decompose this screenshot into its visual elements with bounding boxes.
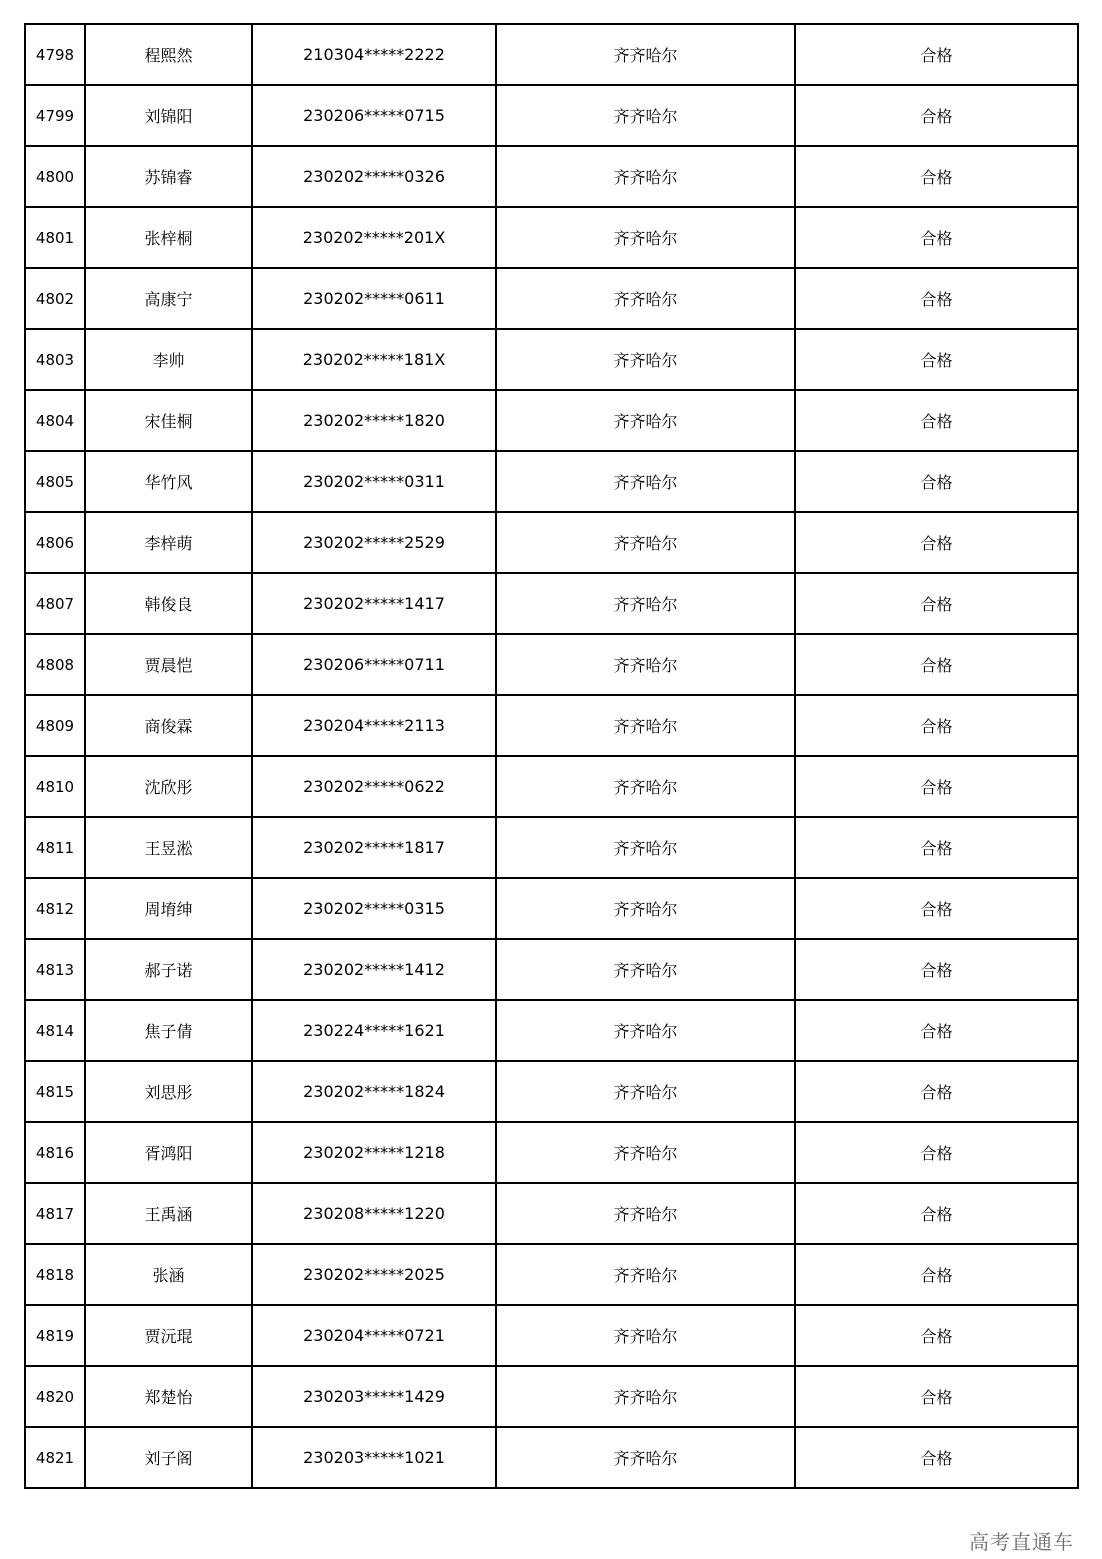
row-number-cell: 4821 xyxy=(25,1427,85,1488)
id-number-cell: 230208*****1220 xyxy=(252,1183,496,1244)
id-number-cell: 230202*****0326 xyxy=(252,146,496,207)
city-cell: 齐齐哈尔 xyxy=(496,878,795,939)
table-row xyxy=(25,817,1078,878)
candidate-name-cell: 商俊霖 xyxy=(85,695,252,756)
id-number-cell: 230202*****0622 xyxy=(252,756,496,817)
table-row xyxy=(25,24,1078,85)
table-row xyxy=(25,634,1078,695)
result-cell: 合格 xyxy=(795,1000,1078,1061)
candidate-name-cell: 胥鸿阳 xyxy=(85,1122,252,1183)
id-number-cell: 230202*****0311 xyxy=(252,451,496,512)
city-cell: 齐齐哈尔 xyxy=(496,634,795,695)
id-number-cell: 230202*****1417 xyxy=(252,573,496,634)
id-number-cell: 230202*****1412 xyxy=(252,939,496,1000)
result-cell: 合格 xyxy=(795,512,1078,573)
table-row xyxy=(25,268,1078,329)
result-cell: 合格 xyxy=(795,390,1078,451)
id-number-cell: 230202*****2025 xyxy=(252,1244,496,1305)
table-row xyxy=(25,207,1078,268)
watermark-text: 高考直通车 xyxy=(969,1530,1074,1554)
result-cell: 合格 xyxy=(795,146,1078,207)
candidate-name-cell: 高康宁 xyxy=(85,268,252,329)
table-row xyxy=(25,1122,1078,1183)
row-number-cell: 4811 xyxy=(25,817,85,878)
id-number-cell: 230202*****0315 xyxy=(252,878,496,939)
table-row xyxy=(25,85,1078,146)
id-number-cell: 210304*****2222 xyxy=(252,24,496,85)
row-number-cell: 4815 xyxy=(25,1061,85,1122)
city-cell: 齐齐哈尔 xyxy=(496,1183,795,1244)
candidate-name-cell: 宋佳桐 xyxy=(85,390,252,451)
id-number-cell: 230202*****2529 xyxy=(252,512,496,573)
id-number-cell: 230202*****181X xyxy=(252,329,496,390)
id-number-cell: 230202*****1817 xyxy=(252,817,496,878)
candidate-name-cell: 张涵 xyxy=(85,1244,252,1305)
table-row xyxy=(25,390,1078,451)
result-cell: 合格 xyxy=(795,878,1078,939)
id-number-cell: 230203*****1429 xyxy=(252,1366,496,1427)
city-cell: 齐齐哈尔 xyxy=(496,1000,795,1061)
row-number-cell: 4820 xyxy=(25,1366,85,1427)
id-number-cell: 230224*****1621 xyxy=(252,1000,496,1061)
candidate-name-cell: 周堉绅 xyxy=(85,878,252,939)
table-row xyxy=(25,1244,1078,1305)
result-cell: 合格 xyxy=(795,85,1078,146)
city-cell: 齐齐哈尔 xyxy=(496,268,795,329)
city-cell: 齐齐哈尔 xyxy=(496,756,795,817)
city-cell: 齐齐哈尔 xyxy=(496,573,795,634)
row-number-cell: 4799 xyxy=(25,85,85,146)
id-number-cell: 230206*****0711 xyxy=(252,634,496,695)
city-cell: 齐齐哈尔 xyxy=(496,146,795,207)
row-number-cell: 4804 xyxy=(25,390,85,451)
result-cell: 合格 xyxy=(795,756,1078,817)
id-number-cell: 230202*****1824 xyxy=(252,1061,496,1122)
candidate-name-cell: 刘思彤 xyxy=(85,1061,252,1122)
table-body xyxy=(25,24,1078,1488)
candidate-name-cell: 王昱淞 xyxy=(85,817,252,878)
result-cell: 合格 xyxy=(795,1366,1078,1427)
row-number-cell: 4803 xyxy=(25,329,85,390)
row-number-cell: 4813 xyxy=(25,939,85,1000)
result-cell: 合格 xyxy=(795,329,1078,390)
table-row xyxy=(25,1061,1078,1122)
result-cell: 合格 xyxy=(795,268,1078,329)
table-row xyxy=(25,451,1078,512)
result-cell: 合格 xyxy=(795,1427,1078,1488)
row-number-cell: 4806 xyxy=(25,512,85,573)
row-number-cell: 4800 xyxy=(25,146,85,207)
city-cell: 齐齐哈尔 xyxy=(496,451,795,512)
row-number-cell: 4810 xyxy=(25,756,85,817)
row-number-cell: 4816 xyxy=(25,1122,85,1183)
city-cell: 齐齐哈尔 xyxy=(496,817,795,878)
row-number-cell: 4814 xyxy=(25,1000,85,1061)
candidate-name-cell: 贾沅琨 xyxy=(85,1305,252,1366)
table-row xyxy=(25,1000,1078,1061)
id-number-cell: 230202*****0611 xyxy=(252,268,496,329)
result-cell: 合格 xyxy=(795,573,1078,634)
candidate-name-cell: 韩俊良 xyxy=(85,573,252,634)
result-cell: 合格 xyxy=(795,1244,1078,1305)
table-row xyxy=(25,695,1078,756)
city-cell: 齐齐哈尔 xyxy=(496,1305,795,1366)
city-cell: 齐齐哈尔 xyxy=(496,695,795,756)
city-cell: 齐齐哈尔 xyxy=(496,1427,795,1488)
candidate-name-cell: 张梓桐 xyxy=(85,207,252,268)
city-cell: 齐齐哈尔 xyxy=(496,207,795,268)
candidate-name-cell: 王禹涵 xyxy=(85,1183,252,1244)
row-number-cell: 4805 xyxy=(25,451,85,512)
candidate-name-cell: 苏锦睿 xyxy=(85,146,252,207)
city-cell: 齐齐哈尔 xyxy=(496,512,795,573)
city-cell: 齐齐哈尔 xyxy=(496,1122,795,1183)
id-number-cell: 230202*****1820 xyxy=(252,390,496,451)
table-row xyxy=(25,939,1078,1000)
candidate-name-cell: 沈欣彤 xyxy=(85,756,252,817)
result-cell: 合格 xyxy=(795,451,1078,512)
row-number-cell: 4819 xyxy=(25,1305,85,1366)
table-row xyxy=(25,1183,1078,1244)
table-row xyxy=(25,756,1078,817)
result-cell: 合格 xyxy=(795,634,1078,695)
candidate-name-cell: 郑楚怡 xyxy=(85,1366,252,1427)
row-number-cell: 4817 xyxy=(25,1183,85,1244)
candidate-name-cell: 郝子诺 xyxy=(85,939,252,1000)
result-cell: 合格 xyxy=(795,695,1078,756)
result-cell: 合格 xyxy=(795,1183,1078,1244)
city-cell: 齐齐哈尔 xyxy=(496,1366,795,1427)
candidate-table xyxy=(24,23,1079,1489)
row-number-cell: 4798 xyxy=(25,24,85,85)
candidate-name-cell: 刘子阁 xyxy=(85,1427,252,1488)
city-cell: 齐齐哈尔 xyxy=(496,329,795,390)
table-row xyxy=(25,1366,1078,1427)
table-row xyxy=(25,146,1078,207)
result-cell: 合格 xyxy=(795,24,1078,85)
result-cell: 合格 xyxy=(795,1305,1078,1366)
table-row xyxy=(25,878,1078,939)
city-cell: 齐齐哈尔 xyxy=(496,939,795,1000)
table-row xyxy=(25,573,1078,634)
row-number-cell: 4809 xyxy=(25,695,85,756)
table-row xyxy=(25,1305,1078,1366)
row-number-cell: 4801 xyxy=(25,207,85,268)
result-cell: 合格 xyxy=(795,1122,1078,1183)
candidate-name-cell: 刘锦阳 xyxy=(85,85,252,146)
city-cell: 齐齐哈尔 xyxy=(496,24,795,85)
table-row xyxy=(25,512,1078,573)
city-cell: 齐齐哈尔 xyxy=(496,1244,795,1305)
candidate-name-cell: 李梓萌 xyxy=(85,512,252,573)
row-number-cell: 4818 xyxy=(25,1244,85,1305)
row-number-cell: 4802 xyxy=(25,268,85,329)
city-cell: 齐齐哈尔 xyxy=(496,1061,795,1122)
table-row xyxy=(25,1427,1078,1488)
row-number-cell: 4812 xyxy=(25,878,85,939)
city-cell: 齐齐哈尔 xyxy=(496,390,795,451)
table-row xyxy=(25,329,1078,390)
candidate-name-cell: 华竹风 xyxy=(85,451,252,512)
candidate-name-cell: 程熙然 xyxy=(85,24,252,85)
candidate-name-cell: 贾晨恺 xyxy=(85,634,252,695)
id-number-cell: 230206*****0715 xyxy=(252,85,496,146)
candidate-name-cell: 焦子倩 xyxy=(85,1000,252,1061)
result-cell: 合格 xyxy=(795,939,1078,1000)
id-number-cell: 230202*****201X xyxy=(252,207,496,268)
id-number-cell: 230202*****1218 xyxy=(252,1122,496,1183)
result-cell: 合格 xyxy=(795,1061,1078,1122)
result-cell: 合格 xyxy=(795,817,1078,878)
row-number-cell: 4807 xyxy=(25,573,85,634)
id-number-cell: 230203*****1021 xyxy=(252,1427,496,1488)
result-cell: 合格 xyxy=(795,207,1078,268)
row-number-cell: 4808 xyxy=(25,634,85,695)
id-number-cell: 230204*****2113 xyxy=(252,695,496,756)
candidate-name-cell: 李帅 xyxy=(85,329,252,390)
id-number-cell: 230204*****0721 xyxy=(252,1305,496,1366)
city-cell: 齐齐哈尔 xyxy=(496,85,795,146)
